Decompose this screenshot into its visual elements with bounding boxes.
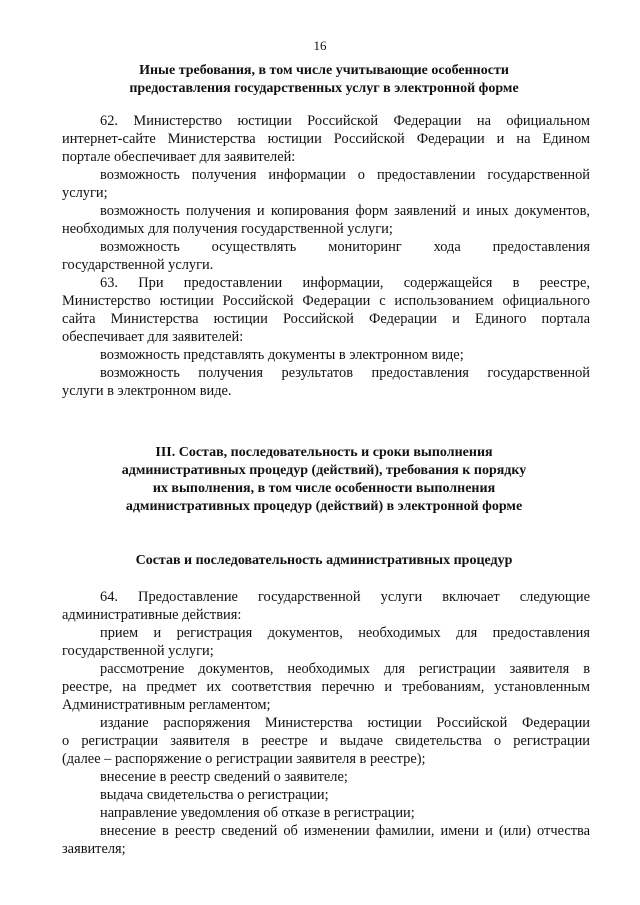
heading-line: III. Состав, последовательность и сроки выполнения	[155, 445, 493, 460]
paragraph-line: возможность получения и копирования форм заявлений и иных документов,	[100, 203, 590, 219]
paragraph-line: Министерство юстиции Российской Федерации с использованием официального	[62, 293, 590, 309]
heading-line: административных процедур (действий) в электронной форме	[125, 499, 523, 514]
paragraph-line: заявителя;	[62, 841, 126, 857]
paragraph-line: возможность получения результатов предоставления государственной	[100, 365, 590, 381]
paragraph-line: интернет-сайте Министерства юстиции Российской Федерации и на Едином	[62, 131, 590, 147]
paragraph-line: 62. Министерство юстиции Российской Федерации на официальном	[100, 113, 590, 129]
paragraph-line: портале обеспечивает для заявителей:	[62, 149, 296, 165]
paragraph-line: 63. При предоставлении информации, содержащейся в реестре,	[100, 275, 590, 291]
subsection-heading	[60, 552, 588, 570]
paragraph-line: услуги в электронном виде.	[62, 383, 232, 399]
heading-line: Состав и последовательность административных процедур	[135, 553, 513, 568]
paragraph-line: внесение в реестр сведений о заявителе;	[100, 769, 348, 785]
paragraph-line: реестре, на предмет их соответствия перечню и требованиям, установленным	[62, 679, 590, 695]
heading-line: предоставления государственных услуг в электронной форме	[129, 81, 519, 96]
paragraph-line: сайта Министерства юстиции Российской Федерации и Единого портала	[62, 311, 590, 327]
paragraph-line: необходимых для получения государственной услуги;	[62, 221, 393, 237]
paragraph-line: прием и регистрация документов, необходимых для предоставления	[100, 625, 590, 641]
heading-line: их выполнения, в том числе особенности выполнения	[152, 481, 496, 496]
paragraph-line: направление уведомления об отказе в регистрации;	[100, 805, 415, 821]
section-heading-iii	[60, 444, 588, 516]
paragraph-line: издание распоряжения Министерства юстиции Российской Федерации	[100, 715, 590, 731]
paragraph-line: возможность получения информации о предоставлении государственной	[100, 167, 590, 183]
paragraph-line: внесение в реестр сведений об изменении фамилии, имени и (или) отчества	[100, 823, 590, 839]
paragraph-line: возможность представлять документы в электронном виде;	[100, 347, 464, 363]
paragraph-line: (далее – распоряжение о регистрации заявителя в реестре);	[62, 751, 426, 767]
paragraph-line: о регистрации заявителя в реестре и выдаче свидетельства о регистрации	[62, 733, 590, 749]
section-heading-other-requirements	[60, 62, 588, 98]
paragraph-line: государственной услуги.	[62, 257, 214, 273]
heading-line: Иные требования, в том числе учитывающие особенности	[139, 63, 509, 78]
paragraph-line: государственной услуги;	[62, 643, 214, 659]
paragraph-line: обеспечивает для заявителей:	[62, 329, 244, 345]
heading-line: административных процедур (действий), требования к порядку	[121, 463, 527, 478]
paragraph-line: Административным регламентом;	[62, 697, 271, 713]
paragraph-line: выдача свидетельства о регистрации;	[100, 787, 329, 803]
paragraph-line: 64. Предоставление государственной услуги включает следующие	[100, 589, 590, 605]
page-number: 16	[313, 38, 327, 53]
paragraph-line: возможность осуществлять мониторинг хода предоставления	[100, 239, 590, 255]
paragraph-line: административные действия:	[62, 607, 242, 623]
paragraph-line: рассмотрение документов, необходимых для регистрации заявителя в	[100, 661, 590, 677]
paragraph-line: услуги;	[62, 185, 108, 201]
